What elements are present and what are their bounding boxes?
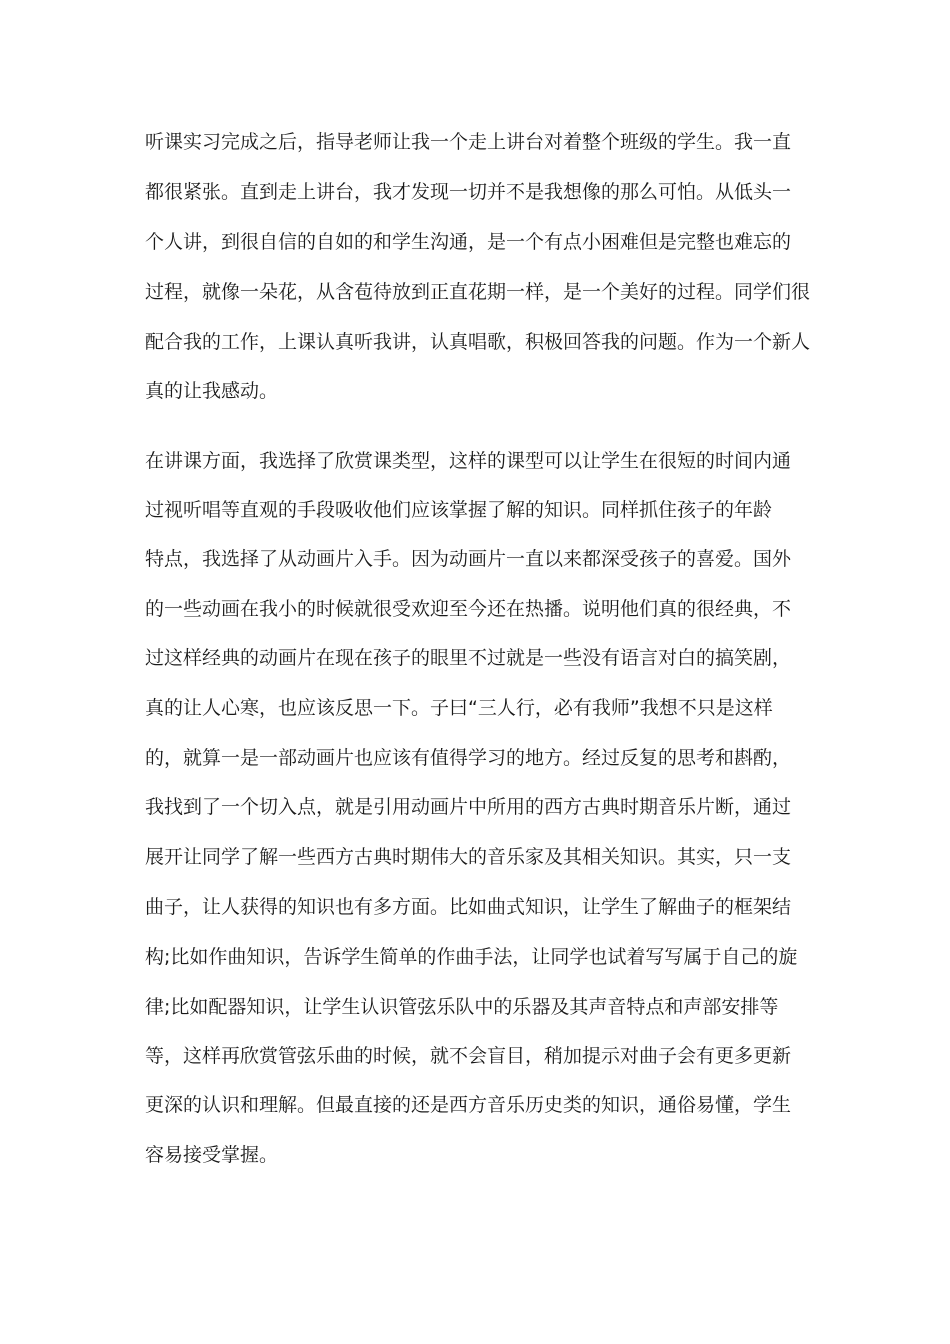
text-line: 个人讲，到很自信的自如的和学生沟通，是一个有点小困难但是完整也难忘的 bbox=[145, 231, 792, 253]
text-line: 听课实习完成之后，指导老师让我一个走上讲台对着整个班级的学生。我一直 bbox=[145, 131, 792, 153]
text-line: 构;比如作曲知识，告诉学生简单的作曲手法，让同学也试着写写属于自己的旋 bbox=[145, 946, 798, 968]
text-line: 展开让同学了解一些西方古典时期伟大的音乐家及其相关知识。其实，只一支 bbox=[145, 846, 792, 868]
text-line: 的，就算一是一部动画片也应该有值得学习的地方。经过反复的思考和斟酌， bbox=[145, 747, 792, 769]
text-line: 配合我的工作，上课认真听我讲，认真唱歌，积极回答我的问题。作为一个新人 bbox=[145, 331, 811, 353]
text-line: 真的让人心寒，也应该反思一下。子曰“三人行，必有我师”我想不只是这样 bbox=[145, 697, 773, 719]
text-line: 曲子，让人获得的知识也有多方面。比如曲式知识，让学生了解曲子的框架结 bbox=[145, 896, 792, 918]
text-line: 的一些动画在我小的时候就很受欢迎至今还在热播。说明他们真的很经典，不 bbox=[145, 598, 792, 620]
text-line: 更深的认识和理解。但最直接的还是西方音乐历史类的知识，通俗易懂，学生 bbox=[145, 1094, 792, 1116]
text-line: 都很紧张。直到走上讲台，我才发现一切并不是我想像的那么可怕。从低头一 bbox=[145, 181, 792, 203]
text-line: 我找到了一个切入点，就是引用动画片中所用的西方古典时期音乐片断，通过 bbox=[145, 796, 792, 818]
text-line: 等，这样再欣赏管弦乐曲的时候，就不会盲目，稍加提示对曲子会有更多更新 bbox=[145, 1045, 792, 1067]
text-line: 特点，我选择了从动画片入手。因为动画片一直以来都深受孩子的喜爱。国外 bbox=[145, 548, 792, 570]
text-line: 过视听唱等直观的手段吸收他们应该掌握了解的知识。同样抓住孩子的年龄 bbox=[145, 499, 773, 521]
text-line: 真的让我感动。 bbox=[145, 380, 279, 402]
text-line: 容易接受掌握。 bbox=[145, 1144, 279, 1166]
text-line: 过程，就像一朵花，从含苞待放到正直花期一样，是一个美好的过程。同学们很 bbox=[145, 281, 811, 303]
text-line: 在讲课方面，我选择了欣赏课类型，这样的课型可以让学生在很短的时间内通 bbox=[145, 450, 792, 472]
text-line: 过这样经典的动画片在现在孩子的眼里不过就是一些没有语言对白的搞笑剧， bbox=[145, 647, 792, 669]
text-line: 律;比如配器知识，让学生认识管弦乐队中的乐器及其声音特点和声部安排等 bbox=[145, 996, 779, 1018]
